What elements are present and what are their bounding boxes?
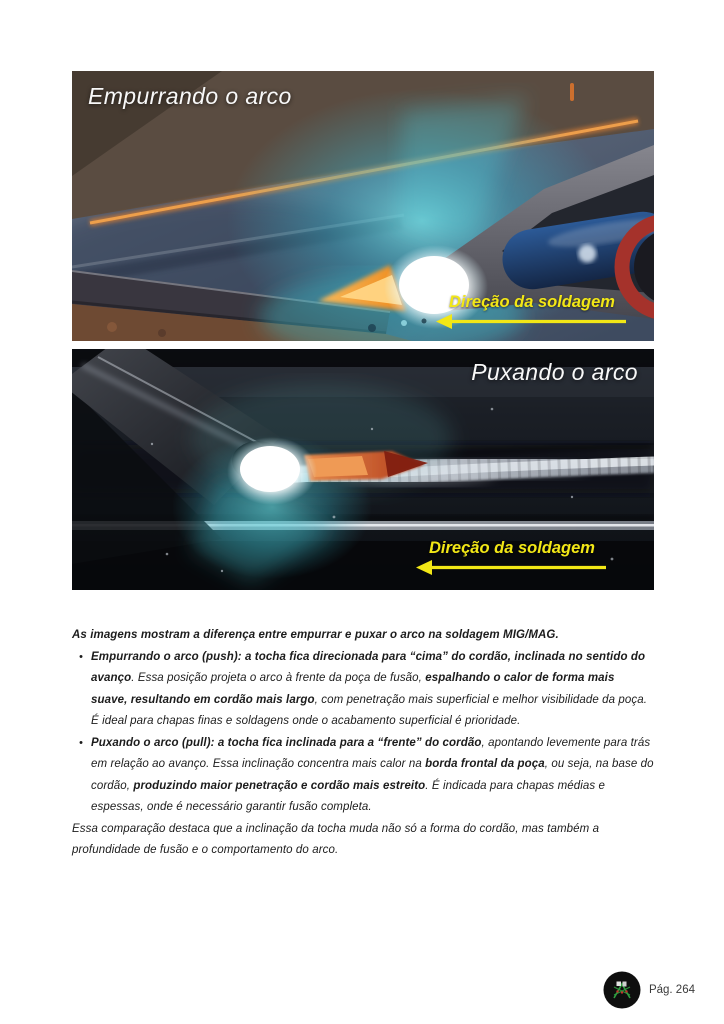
direction-text: Direção da soldagem [449,293,615,311]
text-segment: Puxando o arco (pull): a tocha fica inclinada para a “frente” do cordão [91,736,482,749]
body-text [72,625,654,862]
text-segment: borda frontal da poça [425,758,545,770]
text-segment: produzindo maior penetração e cordão mais estreito [133,779,426,792]
bullet-item-pull [72,733,654,819]
figure-pull-arc-photo [72,349,654,590]
figure-title-push: Empurrando o arco [88,83,292,109]
page-footer [603,971,695,1009]
direction-text: Direção da soldagem [429,539,595,557]
intro-paragraph: As imagens mostram a diferença entre empurrar e puxar o arco na soldagem MIG/MAG. [72,629,559,641]
closing-paragraph: Essa comparação destaca que a inclinação da tocha muda não só a forma do cordão, mas também a profundidade de fusão e o comportamento do arco. [72,822,600,856]
publisher-logo-icon [603,971,641,1009]
text-segment: Empurrando o arco (push): a tocha fica direcionada para “cima” do cordão, inclinada no sentido do avanço [91,650,646,684]
left-arrow-icon [436,313,628,329]
left-arrow-icon [416,559,608,575]
text-segment: , com penetração mais superficial e melhor visibilidade da poça. É ideal para chapas finas e soldagens onde o acabamento superficial é prioridade. [91,693,648,727]
text-segment: . Essa posição projeta o arco à frente da poça de fusão, [131,672,426,684]
figure-title-pull: Puxando o arco [471,359,638,385]
text-segment: , apontando levemente para trás em relação ao avanço. Essa inclinação concentra mais calor na [91,736,651,770]
page-number: Pág. 264 [648,984,695,996]
figure-push-arc-photo [72,71,654,341]
bullet-list [72,647,654,819]
welding-direction-label-push [436,293,628,329]
text-segment: espalhando o calor de forma mais suave, resultando em cordão mais largo [91,672,615,706]
text-segment: . É indicada para chapas médias e espessas, onde é necessário garantir fusão completa. [91,779,606,813]
bullet-item-push [72,647,654,733]
welding-direction-label-pull [416,539,608,575]
text-segment: , ou seja, na base do cordão, [91,758,654,792]
